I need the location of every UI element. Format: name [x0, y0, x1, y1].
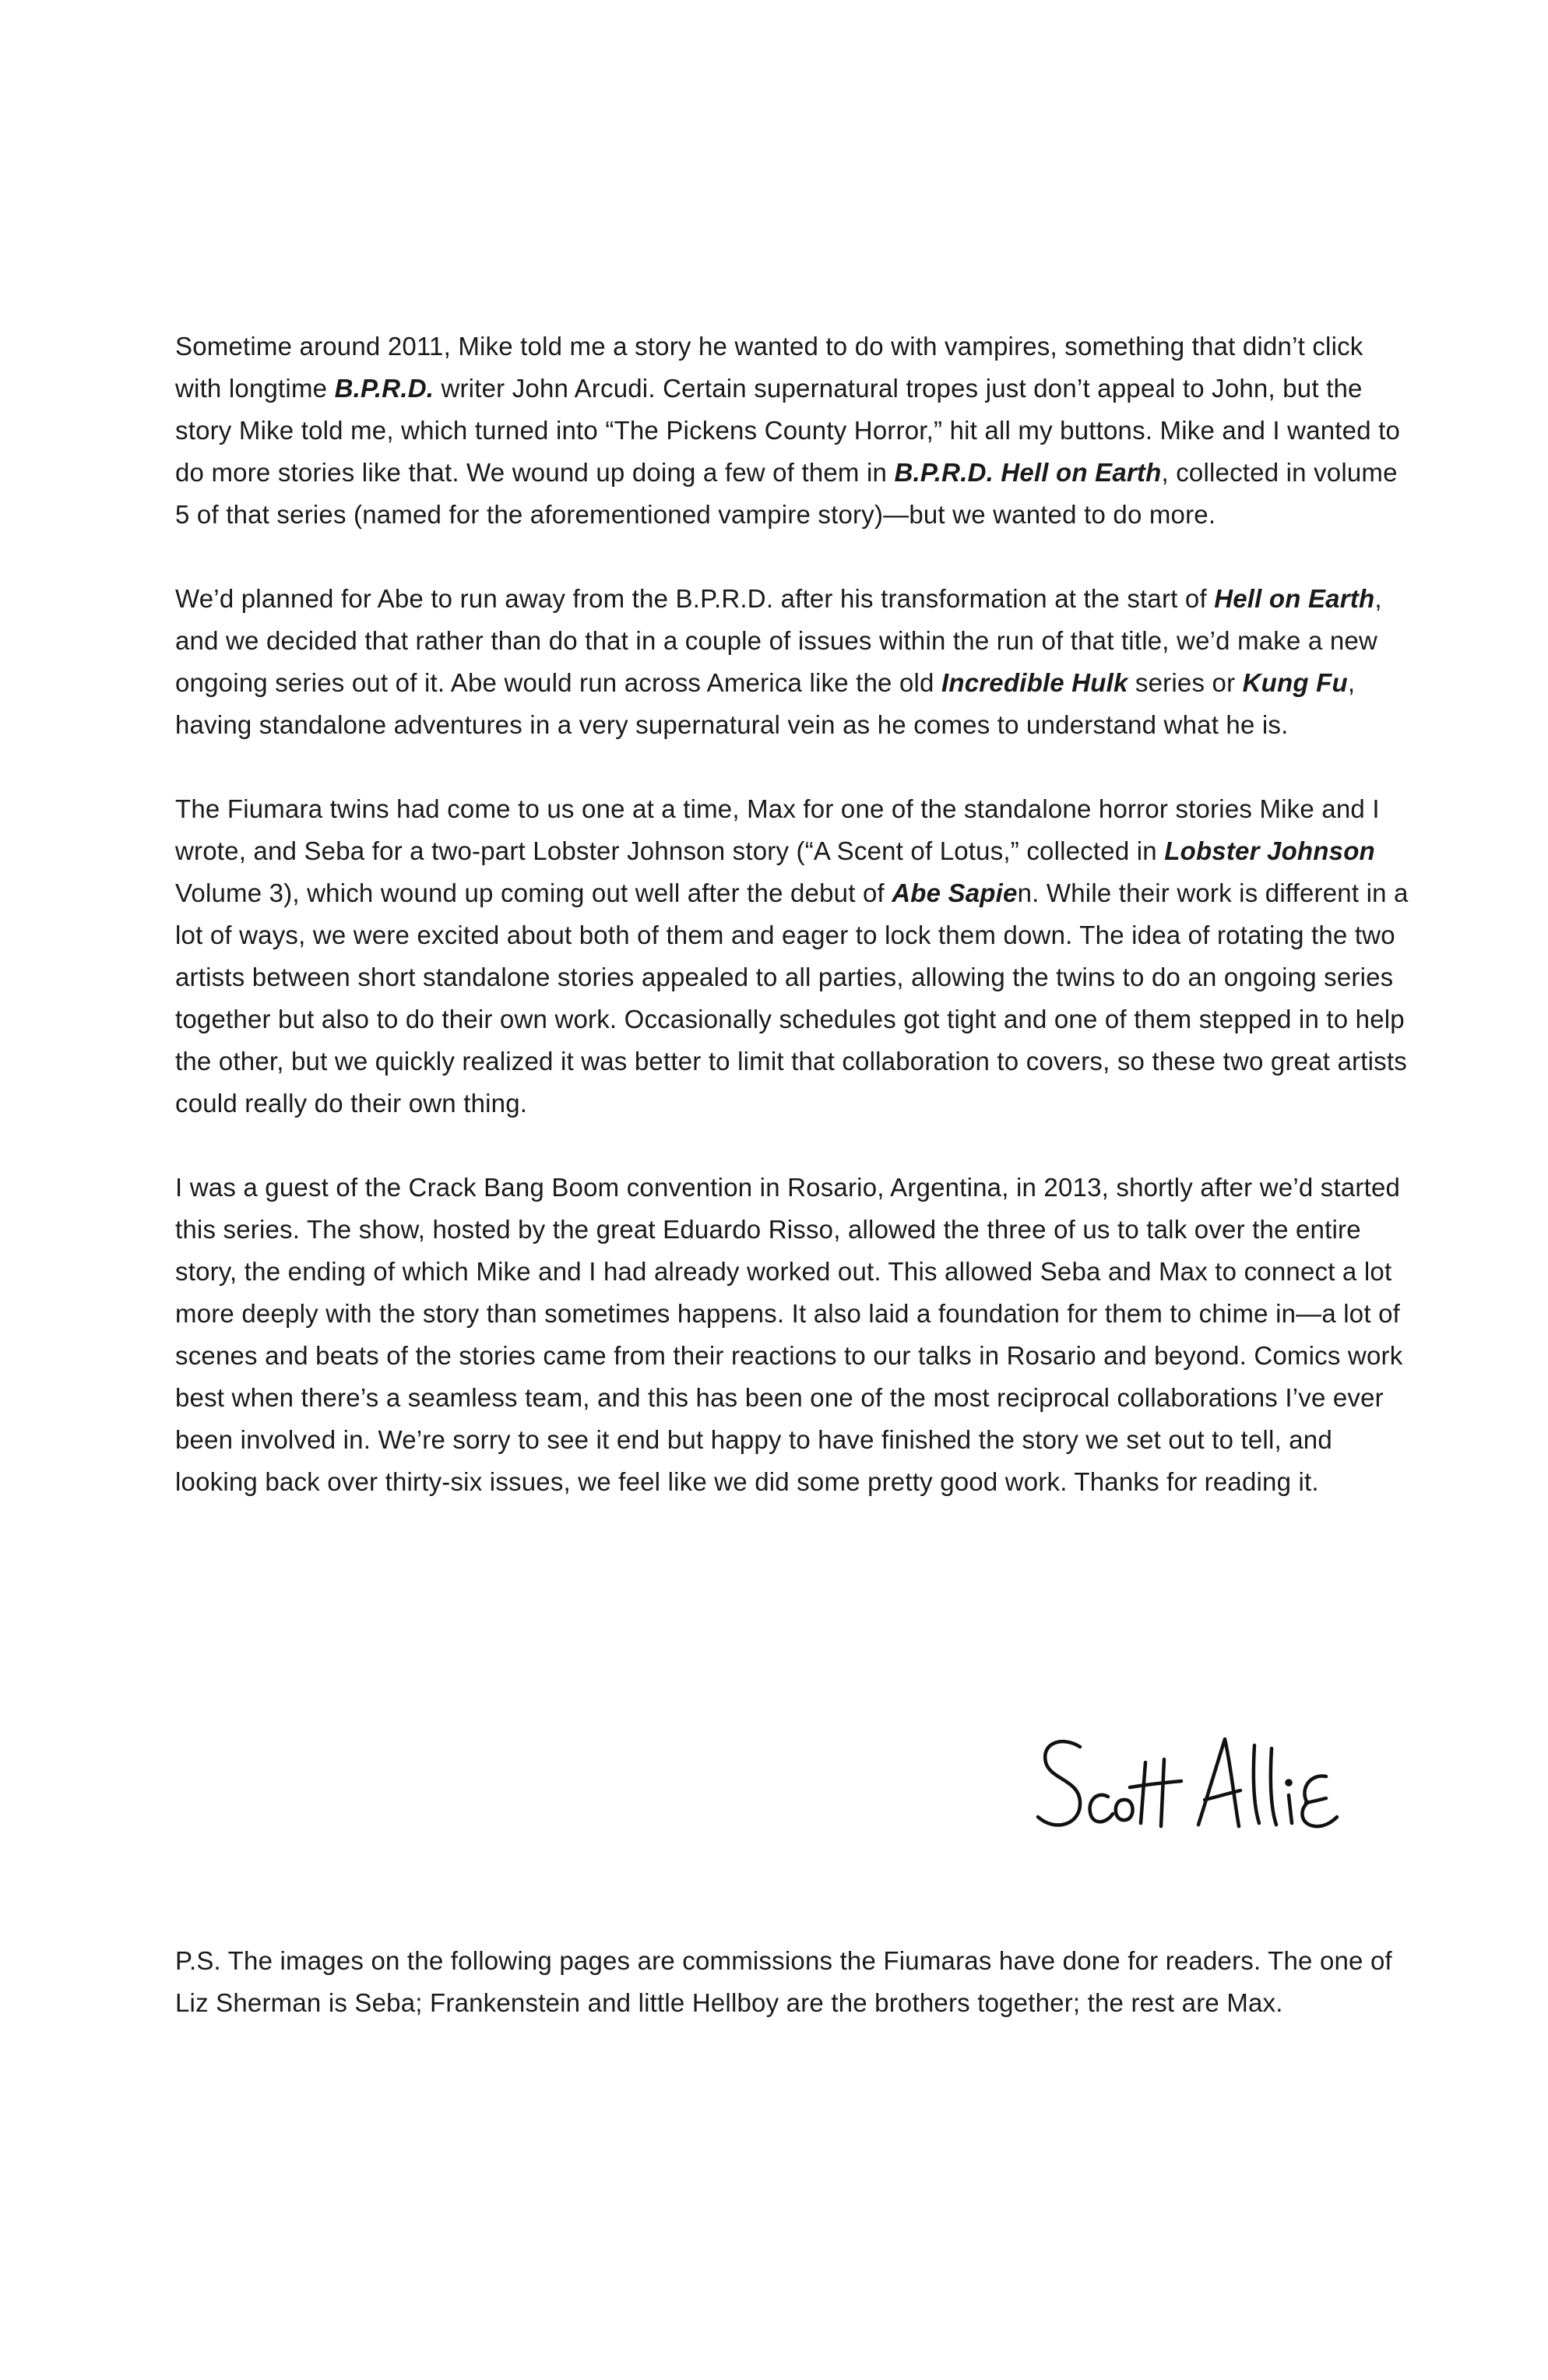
text-run: , collected in volume 5 of that series (named for the aforementioned vampire story)—but we wanted to do more. [175, 458, 1398, 529]
signature-image [1032, 1725, 1343, 1857]
text-run: I was a guest of the Crack Bang Boom convention in Rosario, Argentina, in 2013, shortly after we’d started this series. The show, hosted by the great Eduardo Risso, allowed the three of us to talk over the entire story, the ending of which Mike and I had already worked out. This allowed Seba and Max to connect a lot more deeply with the story than sometimes happens. It also laid a foundation for them to chime in—a lot of scenes and beats of the stories came from their reactions to our talks in Rosario and beyond. Comics work best when there’s a seamless team, and this has been one of the most reciprocal collaborations I’ve ever been involved in. We’re sorry to see it end but happy to have finished the story we set out to tell, and looking back over thirty-six issues, we feel like we did some pretty good work. Thanks for reading it. [175, 1173, 1403, 1496]
title-run: Incredible Hulk [941, 668, 1128, 697]
text-run: series or [1128, 668, 1243, 697]
text-run: , and we decided that rather than do that in a couple of issues within the run of that title, we’d make a new ongoing series out of it. Abe would run across America like the old [175, 584, 1382, 697]
text-run: , having standalone adventures in a very supernatural vein as he comes to understand what he is. [175, 668, 1356, 739]
title-run: Abe Sapie [892, 878, 1018, 907]
paragraph [175, 326, 1409, 536]
title-run: B.P.R.D. [334, 374, 434, 403]
paragraph [175, 788, 1409, 1125]
title-run: Lobster Johnson [1164, 836, 1375, 865]
letter-body [175, 326, 1409, 1503]
postscript-text: P.S. The images on the following pages are commissions the Fiumaras have done for readers. The one of Liz Sherman is Seba; Frankenstein and little Hellboy are the brothers together; the rest are Max. [175, 1946, 1392, 2017]
text-run: Volume 3), which wound up coming out well after the debut of [175, 878, 892, 907]
title-run: Hell on Earth [1214, 584, 1375, 613]
text-run: Sometime around 2011, Mike told me a story he wanted to do with vampires, something that didn’t click with longtime [175, 332, 1363, 403]
title-run: B.P.R.D. Hell on Earth [894, 458, 1162, 487]
text-run: writer John Arcudi. Certain supernatural tropes just don’t appeal to John, but the story Mike told me, which turned into “The Pickens County Horror,” hit all my buttons. Mike and I wanted to do more stories like that. We wound up doing a few of them in [175, 374, 1401, 487]
text-run: We’d planned for Abe to run away from the B.P.R.D. after his transformation at the start of [175, 584, 1215, 613]
postscript [175, 1940, 1409, 2024]
text-run: The Fiumara twins had come to us one at a time, Max for one of the standalone horror stories Mike and I wrote, and Seba for a two-part Lobster Johnson story (“A Scent of Lotus,” collected in [175, 794, 1380, 865]
paragraph [175, 578, 1409, 746]
paragraph [175, 1167, 1409, 1503]
title-run: Kung Fu [1242, 668, 1348, 697]
text-run: n. While their work is different in a lot of ways, we were excited about both of them and eager to lock them down. The idea of rotating the two artists between short standalone stories appealed to all parties, allowing the twins to do an ongoing series together but also to do their own work. Occasionally schedules got tight and one of them stepped in to help the other, but we quickly realized it was better to limit that collaboration to covers, so these two great artists could really do their own thing. [175, 878, 1409, 1118]
